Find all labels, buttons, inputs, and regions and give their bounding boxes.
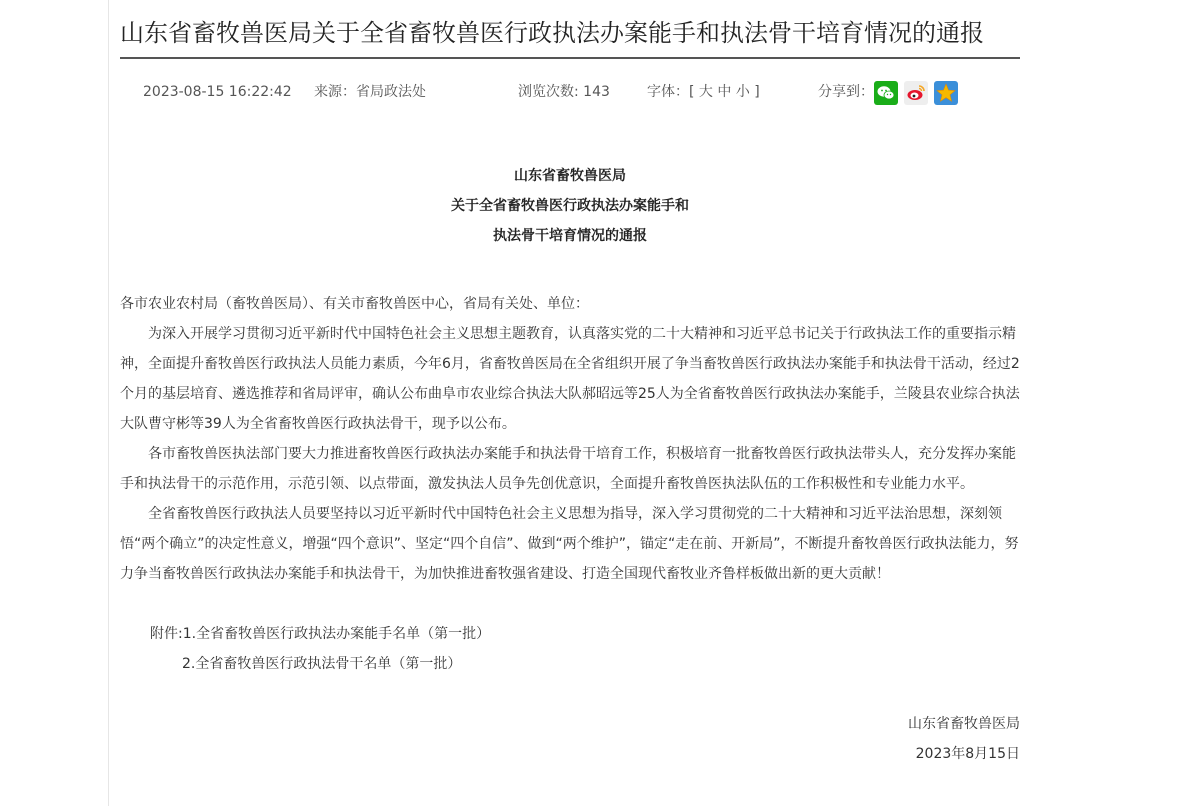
signoff-org: 山东省畜牧兽医局 [908, 716, 1020, 732]
signoff [120, 709, 1020, 769]
qzone-icon[interactable] [934, 81, 958, 105]
view-count [518, 83, 610, 101]
source-value: 省局政法处 [356, 84, 426, 100]
signoff-date: 2023年8月15日 [915, 746, 1020, 762]
share-label: 分享到： [818, 84, 874, 100]
font-small-button[interactable]: 小 [735, 84, 750, 100]
attachment-item-2[interactable]: 2.全省畜牧兽医行政执法骨干名单（第一批） [182, 656, 462, 672]
wechat-icon[interactable] [874, 81, 898, 105]
doc-header-line2: 关于全省畜牧兽医行政执法办案能手和 [451, 198, 689, 214]
salutation: 各市农业农村局（畜牧兽医局）、有关市畜牧兽医中心，省局有关处、单位： [120, 296, 589, 312]
publish-date: 2023-08-15 16:22:42 [143, 84, 292, 100]
paragraph-1: 为深入开展学习贯彻习近平新时代中国特色社会主义思想主题教育，认真落实党的二十大精神和习近平总书记关于行政执法工作的重要指示精神，全面提升畜牧兽医行政执法人员能力素质，今年6月，省畜牧兽医局在全省组织开展了争当畜牧兽医行政执法办案能手和执法骨干活动，经过2个月的基层培育、遴选推荐和省局评审，确认公布曲阜市农业综合执法大队郝昭远等25人为全省畜牧兽医行政执法办案能手，兰陵县农业综合执法大队曹守彬等39人为全省畜牧兽医行政执法骨干，现予以公布。 [120, 326, 1020, 432]
views-label: 浏览次数: [518, 84, 579, 100]
paragraph-3: 全省畜牧兽医行政执法人员要坚持以习近平新时代中国特色社会主义思想为指导，深入学习贯彻党的二十大精神和习近平法治思想，深刻领悟“两个确立”的决定性意义，增强“四个意识”、坚定“四个自信”、做到“两个维护”，锚定“走在前、开新局”，不断提升畜牧兽医行政执法能力，努力争当畜牧兽医行政执法办案能手和执法骨干，为加快推进畜牧强省建设、打造全国现代畜牧业齐鲁样板做出新的更大贡献！ [120, 506, 1019, 582]
doc-header-line3: 执法骨干培育情况的通报 [493, 228, 647, 244]
page-title: 山东省畜牧兽医局关于全省畜牧兽医行政执法办案能手和执法骨干培育情况的通报 [120, 19, 984, 47]
article-meta-bar [120, 59, 1020, 125]
left-frame-divider [108, 0, 109, 806]
paragraph-2: 各市畜牧兽医执法部门要大力推进畜牧兽医行政执法办案能手和执法骨干培育工作，积极培育一批畜牧兽医行政执法带头人，充分发挥办案能手和执法骨干的示范作用，示范引领、以点带面，激发执法人员争先创优意识，全面提升畜牧兽医执法队伍的工作积极性和专业能力水平。 [120, 446, 1016, 492]
attachment-item-1[interactable]: 附件:1.全省畜牧兽医行政执法办案能手名单（第一批） [150, 626, 491, 642]
font-bracket-open: [ [689, 84, 695, 100]
document-header [120, 161, 1020, 251]
font-size-label: 字体： [647, 84, 689, 100]
font-size-control [647, 83, 760, 101]
article [120, 0, 1020, 769]
attachments [120, 619, 1020, 679]
font-medium-button[interactable]: 中 [717, 84, 732, 100]
font-bracket-close: ] [754, 84, 760, 100]
views-value: 143 [583, 84, 610, 100]
weibo-icon[interactable] [904, 81, 928, 105]
font-large-button[interactable]: 大 [698, 84, 713, 100]
source-info [314, 83, 426, 101]
source-label: 来源： [314, 84, 356, 100]
article-body [120, 289, 1020, 589]
doc-header-line1: 山东省畜牧兽医局 [514, 168, 626, 184]
